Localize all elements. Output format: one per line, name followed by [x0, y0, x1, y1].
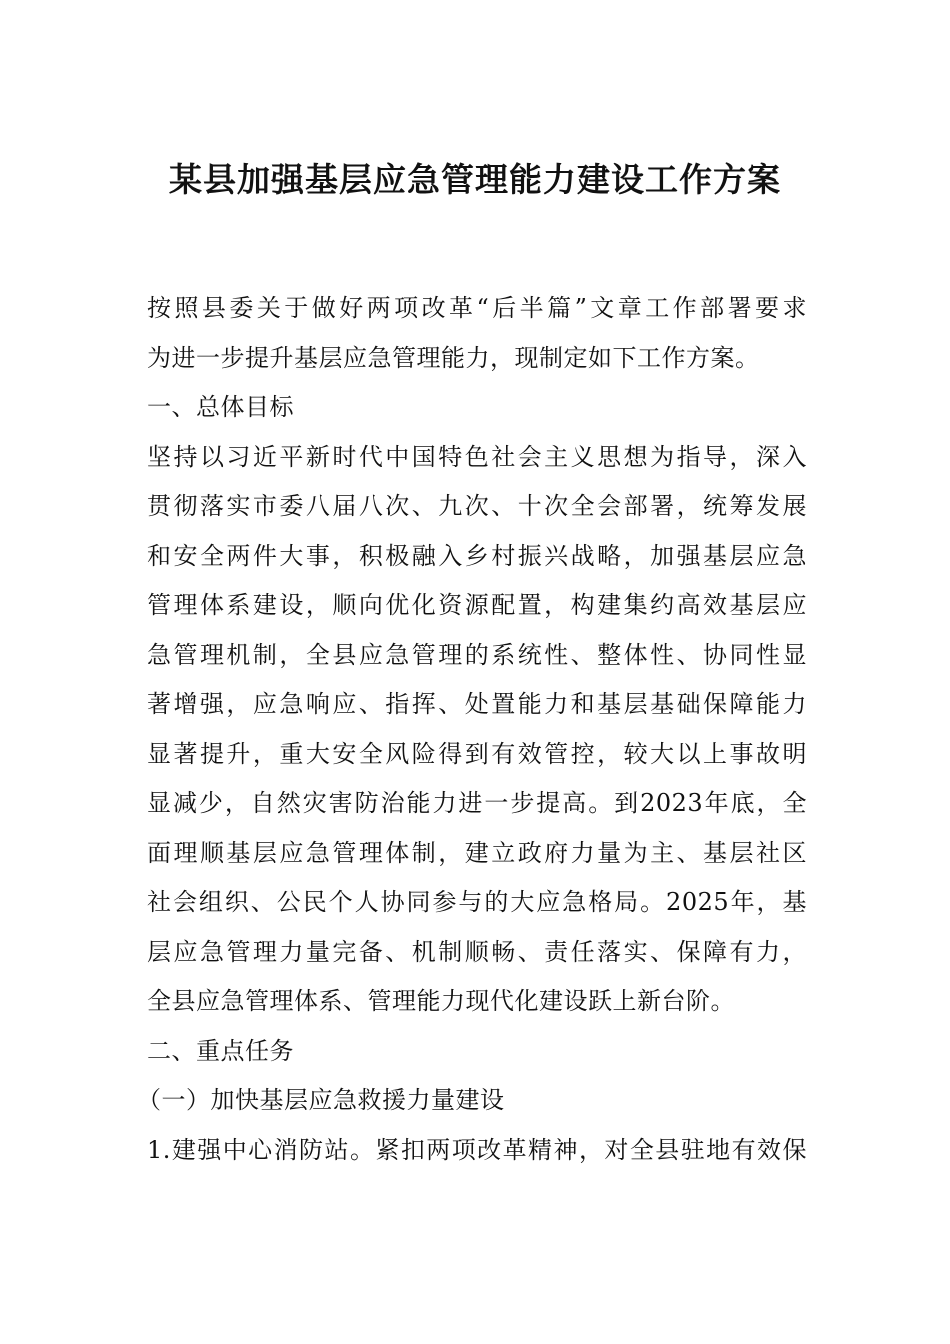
- document-body: [137, 284, 807, 1175]
- body-line: 层应急管理力量完备、机制顺畅、责任落实、保障有力，: [147, 937, 807, 966]
- body-line: 坚持以习近平新时代中国特色社会主义思想为指导，深入: [147, 442, 807, 471]
- section-heading: 二、重点任务: [147, 1036, 294, 1065]
- section-heading: 一、总体目标: [147, 393, 294, 421]
- body-line: 按照县委关于做好两项改革“后半篇”文章工作部署要求: [147, 294, 807, 322]
- body-line: 1.建强中心消防站。紧扣两项改革精神，对全县驻地有效保: [147, 1135, 807, 1164]
- body-line: 著增强，应急响应、指挥、处置能力和基层基础保障能力: [147, 690, 807, 718]
- body-line: 面理顺基层应急管理体制，建立政府力量为主、基层社区: [147, 838, 807, 867]
- body-line: 社会组织、公民个人协同参与的大应急格局。2025年，基: [147, 888, 807, 916]
- subsection-heading: （一）加快基层应急救援力量建设: [137, 1086, 505, 1114]
- document-title: 某县加强基层应急管理能力建设工作方案: [169, 160, 781, 199]
- body-line: 显著提升，重大安全风险得到有效管控，较大以上事故明: [147, 739, 807, 768]
- body-line: 和安全两件大事，积极融入乡村振兴战略，加强基层应急: [147, 541, 807, 570]
- body-line: 为进一步提升基层应急管理能力，现制定如下工作方案。: [147, 343, 760, 372]
- body-line: 管理体系建设，顺向优化资源配置，构建集约高效基层应: [147, 591, 807, 619]
- body-line: 全县应急管理体系、管理能力现代化建设跃上新台阶。: [147, 987, 735, 1015]
- body-line: 贯彻落实市委八届八次、九次、十次全会部署，统筹发展: [147, 492, 807, 520]
- body-line: 急管理机制，全县应急管理的系统性、整体性、协同性显: [147, 640, 807, 669]
- body-line: 显减少，自然灾害防治能力进一步提高。到2023年底，全: [147, 789, 807, 817]
